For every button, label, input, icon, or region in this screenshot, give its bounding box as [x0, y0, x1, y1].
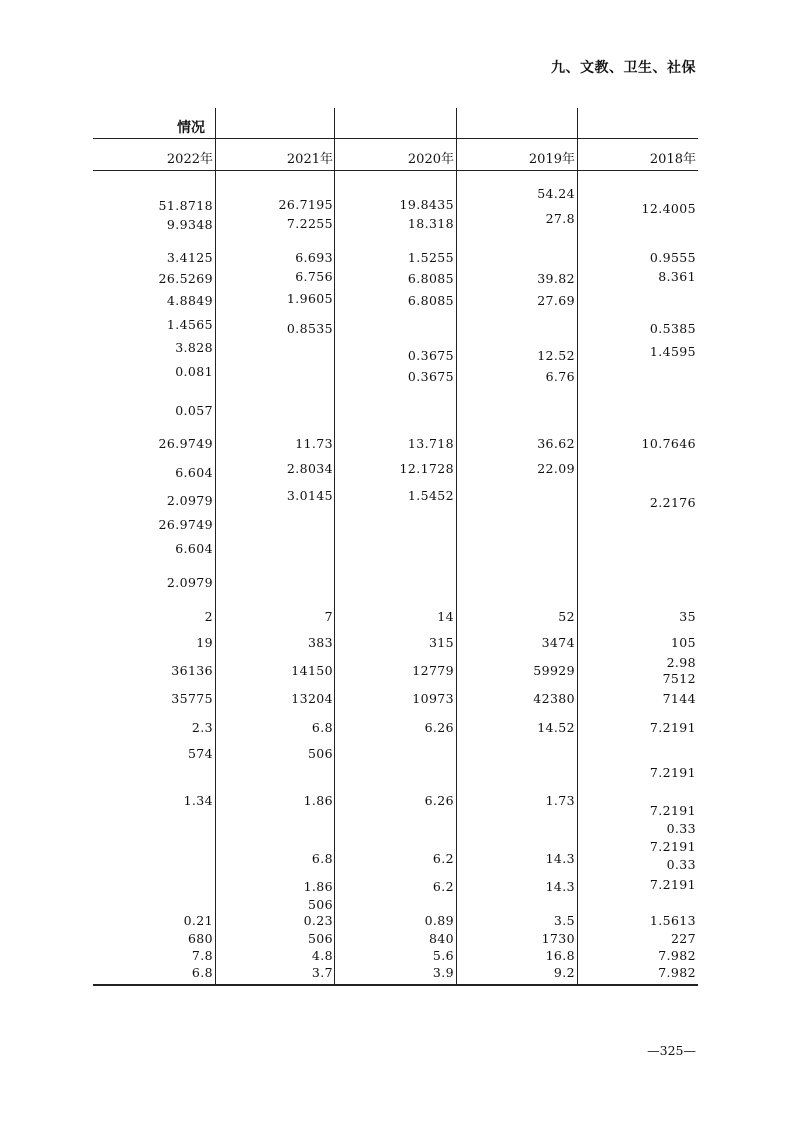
- table-cell: 35775: [171, 691, 213, 706]
- table-cell: 1.86: [303, 793, 333, 808]
- table-cell: 4.8849: [166, 293, 213, 308]
- table-cell: 0.3675: [407, 348, 454, 363]
- table-cell: 36136: [171, 663, 213, 678]
- table-cell: 14150: [291, 663, 333, 678]
- table-cell: 2.2176: [649, 495, 696, 510]
- table-cell: 5.6: [432, 948, 454, 963]
- table-bottom-rule: [93, 984, 698, 986]
- column-header-2019: 2019年: [528, 152, 575, 167]
- table-cell: 14: [437, 609, 454, 624]
- table-cell: 0.081: [175, 364, 213, 379]
- table-header-rule: [93, 170, 698, 171]
- table-cell: 1.5255: [407, 250, 454, 265]
- table-cell: 12779: [412, 663, 454, 678]
- table-cell: 14.3: [545, 879, 575, 894]
- table-cell: 574: [187, 746, 213, 761]
- table-cell: 10.7646: [641, 436, 696, 451]
- table-cell: 14.3: [545, 851, 575, 866]
- table-cell: 6.26: [424, 720, 454, 735]
- table-cell: 506: [307, 746, 333, 761]
- table-cell: 26.5269: [158, 271, 213, 286]
- table-cell: 1.9605: [286, 291, 333, 306]
- header-title: 九、文教、卫生、社保: [551, 60, 696, 76]
- table-cell: 3.9: [432, 965, 454, 980]
- column-header-2020: 2020年: [407, 152, 454, 167]
- table-cell: 10973: [412, 691, 454, 706]
- table-cell: 0.057: [175, 403, 213, 418]
- table-cell: 1730: [541, 931, 575, 946]
- table-cell: 19.8435: [399, 197, 454, 212]
- table-cell: 6.693: [295, 250, 333, 265]
- table-cell: 3.5: [553, 913, 575, 928]
- table-cell: 3.0145: [286, 488, 333, 503]
- column-divider: [456, 108, 457, 985]
- table-cell: 11.73: [295, 436, 333, 451]
- table-cell: 7512: [662, 671, 696, 686]
- table-cell: 42380: [533, 691, 575, 706]
- table-cell: 0.23: [303, 913, 333, 928]
- table-cell: 26.9749: [158, 517, 213, 532]
- table-cell: 2.3: [191, 720, 213, 735]
- table-cell: 3.7: [311, 965, 333, 980]
- table-cell: 383: [307, 635, 333, 650]
- row-title: 情况: [177, 120, 205, 136]
- table-cell: 6.2: [432, 851, 454, 866]
- table-cell: 1.73: [545, 793, 575, 808]
- table-cell: 506: [307, 931, 333, 946]
- column-divider: [215, 108, 216, 985]
- table-cell: 6.8085: [407, 271, 454, 286]
- table-cell: 4.8: [311, 948, 333, 963]
- table-cell: 2.8034: [286, 461, 333, 476]
- table-cell: 22.09: [537, 461, 575, 476]
- table-cell: 7.2191: [649, 839, 696, 854]
- table-cell: 840: [428, 931, 454, 946]
- table-cell: 18.318: [407, 216, 454, 231]
- table-cell: 27.8: [545, 211, 575, 226]
- table-cell: 1.86: [303, 879, 333, 894]
- table-cell: 0.3675: [407, 369, 454, 384]
- table-cell: 7.2191: [649, 877, 696, 892]
- table-cell: 6.2: [432, 879, 454, 894]
- table-cell: 2.98: [666, 655, 696, 670]
- table-cell: 1.5613: [649, 913, 696, 928]
- table-cell: 6.8: [191, 965, 213, 980]
- table-cell: 6.76: [545, 369, 575, 384]
- table-cell: 6.8: [311, 720, 333, 735]
- table-cell: 7.982: [658, 965, 696, 980]
- table-cell: 6.26: [424, 793, 454, 808]
- column-header-2021: 2021年: [286, 152, 333, 167]
- table-cell: 0.9555: [649, 250, 696, 265]
- table-cell: 59929: [533, 663, 575, 678]
- table-cell: 9.2: [553, 965, 575, 980]
- table-cell: 7.2191: [649, 720, 696, 735]
- table-cell: 9.9348: [166, 217, 213, 232]
- table-cell: 7.982: [658, 948, 696, 963]
- table-cell: 0.89: [424, 913, 454, 928]
- column-divider: [577, 108, 578, 985]
- table-cell: 506: [307, 897, 333, 912]
- table-cell: 16.8: [545, 948, 575, 963]
- table-cell: 3474: [541, 635, 575, 650]
- table-cell: 7.2255: [286, 216, 333, 231]
- table-cell: 0.8535: [286, 321, 333, 336]
- table-cell: 13.718: [407, 436, 454, 451]
- table-cell: 26.7195: [278, 197, 333, 212]
- table-cell: 14.52: [537, 720, 575, 735]
- table-cell: 105: [670, 635, 696, 650]
- table-cell: 19: [196, 635, 213, 650]
- table-cell: 8.361: [658, 269, 696, 284]
- table-cell: 6.604: [175, 541, 213, 556]
- table-cell: 0.21: [183, 913, 213, 928]
- table-cell: 3.4125: [166, 250, 213, 265]
- table-cell: 2: [204, 609, 213, 624]
- table-cell: 680: [187, 931, 213, 946]
- table-cell: 36.62: [537, 436, 575, 451]
- table-cell: 12.52: [537, 348, 575, 363]
- table-cell: 6.8085: [407, 293, 454, 308]
- table-cell: 1.5452: [407, 488, 454, 503]
- table-cell: 0.33: [666, 857, 696, 872]
- table-cell: 6.756: [295, 269, 333, 284]
- table-cell: 1.4595: [649, 344, 696, 359]
- table-top-rule: [93, 138, 698, 139]
- table-cell: 7144: [662, 691, 696, 706]
- column-divider: [334, 108, 335, 985]
- table-cell: 6.604: [175, 465, 213, 480]
- table-cell: 2.0979: [166, 575, 213, 590]
- table-cell: 39.82: [537, 271, 575, 286]
- page-number: —325—: [647, 1043, 696, 1058]
- table-cell: 13204: [291, 691, 333, 706]
- table-cell: 2.0979: [166, 493, 213, 508]
- table-cell: 52: [558, 609, 575, 624]
- table-cell: 0.5385: [649, 321, 696, 336]
- table-cell: 7.2191: [649, 765, 696, 780]
- column-header-2022: 2022年: [166, 152, 213, 167]
- table-cell: 12.1728: [399, 461, 454, 476]
- table-cell: 1.34: [183, 793, 213, 808]
- table-cell: 7.8: [191, 948, 213, 963]
- table-cell: 6.8: [311, 851, 333, 866]
- table-cell: 315: [428, 635, 454, 650]
- table-cell: 1.4565: [166, 317, 213, 332]
- table-cell: 27.69: [537, 293, 575, 308]
- table-cell: 7: [324, 609, 333, 624]
- table-cell: 7.2191: [649, 803, 696, 818]
- table-cell: 35: [679, 609, 696, 624]
- table-cell: 26.9749: [158, 436, 213, 451]
- column-header-2018: 2018年: [649, 152, 696, 167]
- table-cell: 227: [670, 931, 696, 946]
- table-cell: 3.828: [175, 340, 213, 355]
- table-cell: 0.33: [666, 821, 696, 836]
- table-cell: 12.4005: [641, 201, 696, 216]
- table-cell: 51.8718: [158, 198, 213, 213]
- table-cell: 54.24: [537, 186, 575, 201]
